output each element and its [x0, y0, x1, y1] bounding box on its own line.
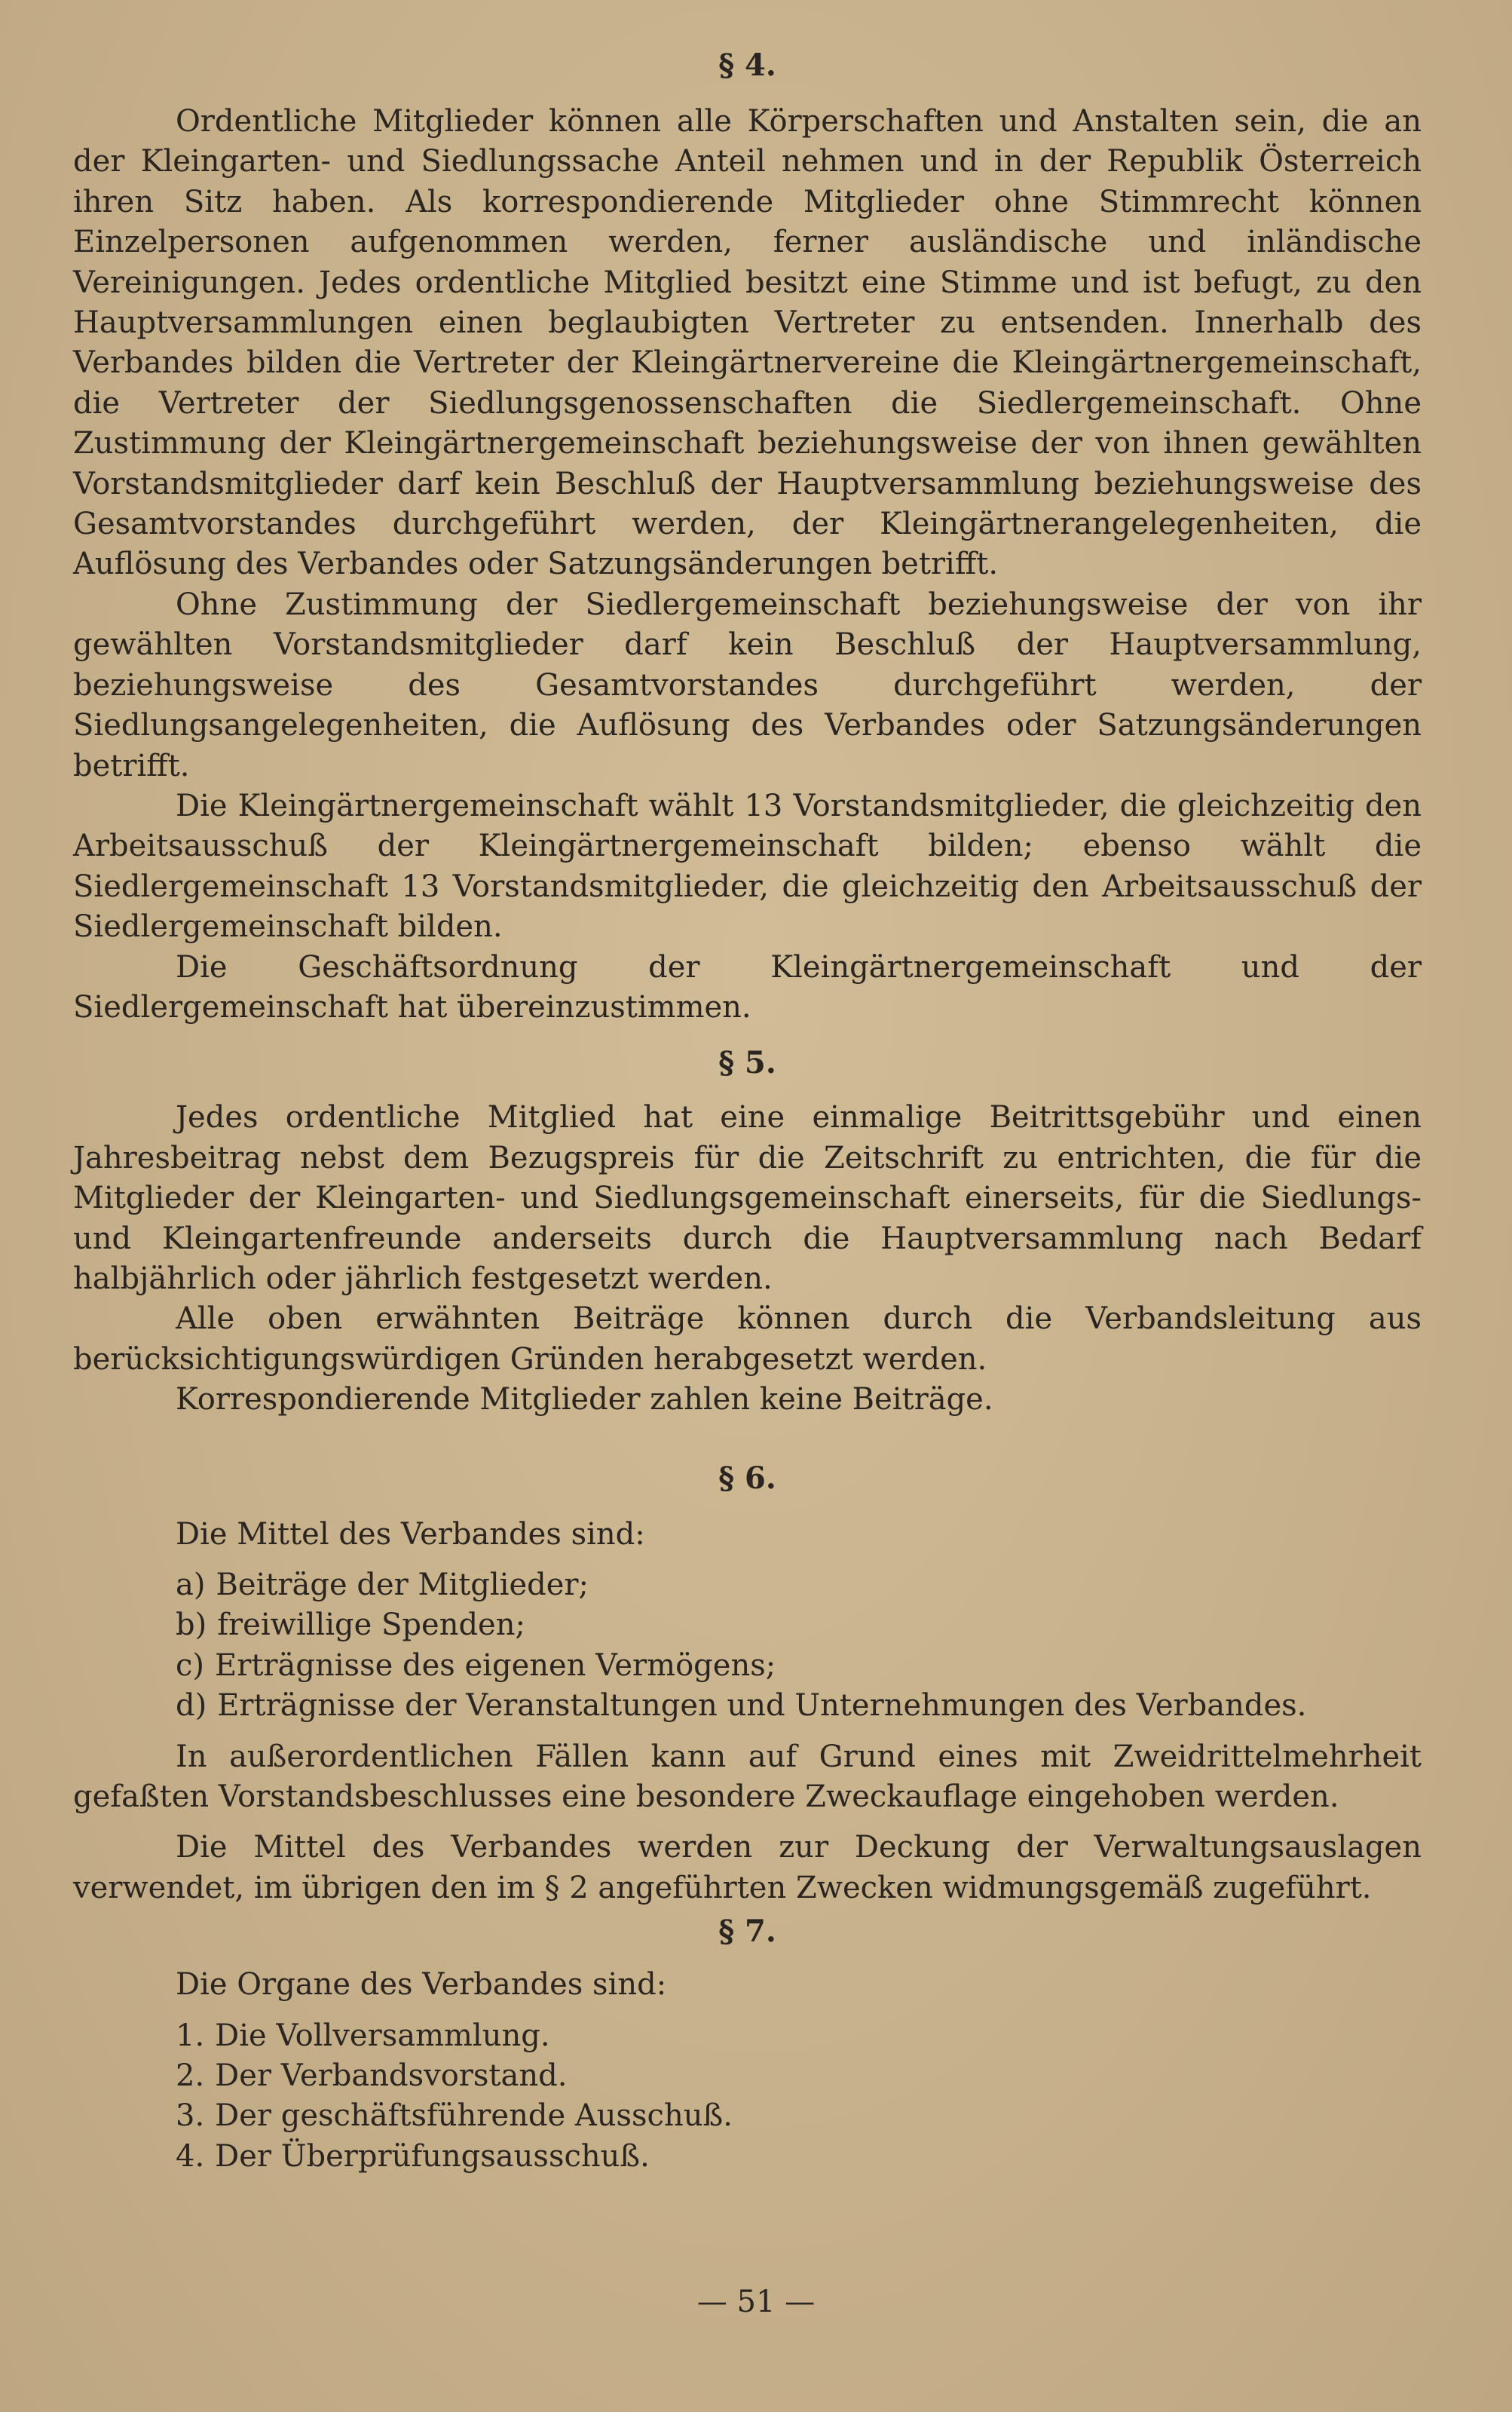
- item-text: Der Überprüfungsausschuß.: [215, 2138, 650, 2174]
- section-4: [73, 45, 1422, 1028]
- item-mark: 3.: [176, 2098, 205, 2134]
- list-item: [176, 1565, 1422, 1605]
- item-mark: 1.: [176, 2018, 205, 2053]
- list-item: [176, 2016, 1422, 2056]
- item-mark: c): [176, 1647, 205, 1683]
- paragraph: Alle oben erwähnten Beiträge können durch die Verbandsleitung aus berücksichtigungswürdigen Gründen herabgesetzt werden.: [73, 1301, 1422, 1377]
- item-text: Die Vollversammlung.: [215, 2018, 550, 2053]
- list-item: [176, 2056, 1422, 2096]
- list-item: [176, 1605, 1422, 1645]
- list-item: [176, 2137, 1422, 2177]
- paragraph: Die Kleingärtnergemeinschaft wählt 13 Vorstandsmitglieder, die gleichzeitig den Arbeitsausschuß der Kleingärtnergemeinschaft bilden; ebenso wählt die Siedlergemeinschaft 13 Vorstandsmitglieder, die gleichzeitig den Arbeitsausschuß der Siedlergemeinschaft bilden.: [73, 788, 1422, 945]
- list-intro: Die Organe des Verbandes sind:: [176, 1967, 667, 2003]
- paragraph: Ohne Zustimmung der Siedlergemeinschaft beziehungsweise der von ihr gewählten Vorstandsmitglieder darf kein Beschluß der Hauptversammlung, beziehungsweise des Gesamtvorstandes durchgeführt werden, der Siedlungsangelegenheiten, die Auflösung des Verbandes oder Satzungsänderungen betrifft.: [73, 587, 1422, 783]
- section-7: [73, 1911, 1422, 2177]
- item-mark: d): [176, 1688, 207, 1724]
- organs-list: [73, 2016, 1422, 2178]
- funds-list: [73, 1565, 1422, 1727]
- section-5: [73, 1043, 1422, 1420]
- item-mark: a): [176, 1568, 206, 1602]
- list-item: [176, 2096, 1422, 2136]
- item-mark: b): [176, 1607, 207, 1643]
- section-heading: § 4.: [718, 48, 776, 83]
- item-text: Der Verbandsvorstand.: [215, 2058, 568, 2094]
- section-heading: § 7.: [718, 1914, 776, 1950]
- page-number: — 51 —: [696, 2285, 816, 2319]
- list-intro: Die Mittel des Verbandes sind:: [176, 1516, 645, 1552]
- paragraph: Ordentliche Mitglieder können alle Körperschaften und Anstalten sein, die an der Kleingarten- und Siedlungssache Anteil nehmen und in der Republik Österreich ihren Sitz haben. Als korrespondierende Mitglieder ohne Stimmrecht können Einzelpersonen aufgenommen werden, ferner ausländische und inländische Vereinigungen. Jedes ordentliche Mitglied besitzt eine Stimme und ist befugt, zu den Hauptversammlungen einen beglaubigten Vertreter zu entsenden. Innerhalb des Verbandes bilden die Vertreter der Kleingärtnervereine die Kleingärtnergemeinschaft, die Vertreter der Siedlungsgenossenschaften die Siedlergemeinschaft. Ohne Zustimmung der Kleingärtnergemeinschaft beziehungsweise der von ihnen gewählten Vorstandsmitglieder darf kein Beschluß der Hauptversammlung beziehungsweise des Gesamtvorstandes durchgeführt werden, der Kleingärtnerangelegenheiten, die Auflösung des Verbandes oder Satzungsänderungen betrifft.: [73, 104, 1422, 582]
- item-text: Beiträge der Mitglieder;: [216, 1568, 589, 1602]
- item-mark: 2.: [176, 2058, 205, 2094]
- section-heading: § 5.: [718, 1045, 776, 1081]
- item-text: Der geschäftsführende Ausschuß.: [215, 2098, 733, 2134]
- item-mark: 4.: [176, 2138, 205, 2174]
- section-heading: § 6.: [718, 1460, 776, 1496]
- list-item: [176, 1686, 1422, 1726]
- item-text: Erträgnisse der Veranstaltungen und Unternehmungen des Verbandes.: [217, 1688, 1307, 1724]
- section-6: [73, 1458, 1422, 1909]
- item-text: freiwillige Spenden;: [217, 1607, 525, 1643]
- paragraph: In außerordentlichen Fällen kann auf Grund eines mit Zweidrittelmehrheit gefaßten Vorstandsbeschlusses eine besondere Zweckauflage eingehoben werden.: [73, 1739, 1422, 1815]
- paragraph: Jedes ordentliche Mitglied hat eine einmalige Beitrittsgebühr und einen Jahresbeitrag nebst dem Bezugspreis für die Zeitschrift zu entrichten, die für die Mitglieder der Kleingarten- und Siedlungsgemeinschaft einerseits, für die Siedlungs- und Kleingartenfreunde anderseits durch die Hauptversammlung nach Bedarf halbjährlich oder jährlich festgesetzt werden.: [73, 1100, 1422, 1296]
- item-text: Erträgnisse des eigenen Vermögens;: [215, 1647, 776, 1683]
- paragraph: Korrespondierende Mitglieder zahlen keine Beiträge.: [176, 1382, 993, 1417]
- paragraph: Die Mittel des Verbandes werden zur Deckung der Verwaltungsauslagen verwendet, im übrigen den im § 2 angeführten Zwecken widmungsgemäß zugeführt.: [73, 1830, 1422, 1905]
- list-item: [176, 1646, 1422, 1686]
- paragraph: Die Geschäftsordnung der Kleingärtnergemeinschaft und der Siedlergemeinschaft hat übereinzustimmen.: [73, 949, 1422, 1025]
